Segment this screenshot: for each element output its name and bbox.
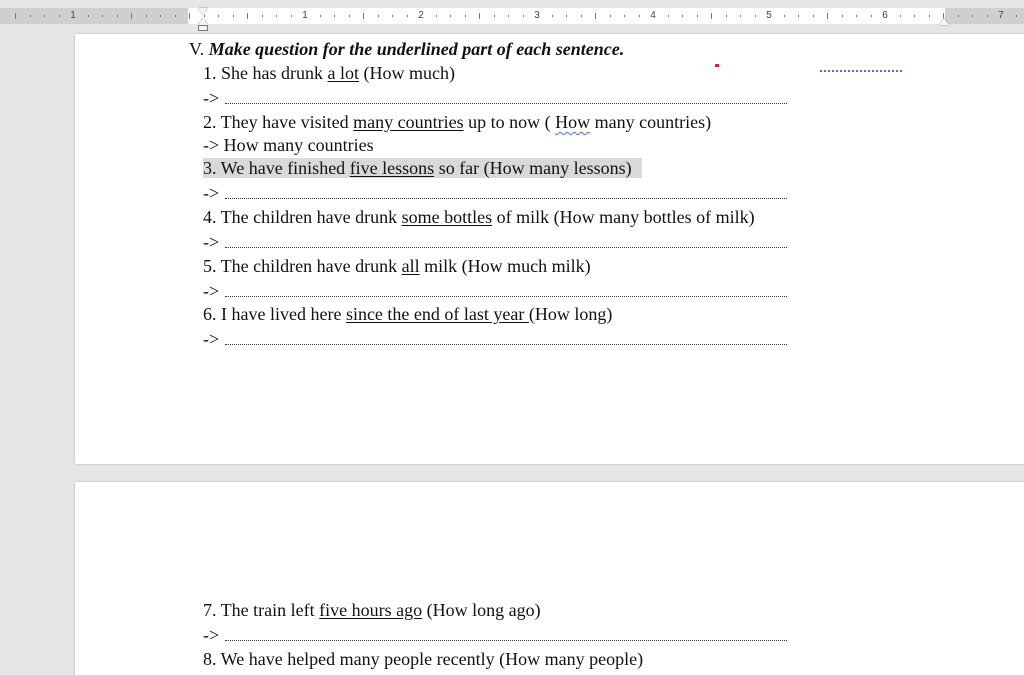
underlined-part: five hours ago — [319, 600, 423, 620]
ruler-tick — [320, 15, 321, 17]
ruler-tick — [900, 15, 901, 17]
ruler-label: 2 — [418, 10, 424, 21]
question-text: 6. I have lived here — [203, 304, 346, 324]
ruler-tick — [929, 15, 930, 17]
question-text: 8. We have helped many people recently (How many people) — [203, 649, 644, 669]
question-text: 2. They have visited — [203, 112, 354, 132]
ruler-tick — [682, 15, 683, 17]
spelling-mark — [715, 64, 719, 67]
ruler-tick — [624, 15, 625, 17]
ruler-tick — [784, 15, 785, 17]
ruler-tick — [117, 15, 118, 17]
underlined-part: a lot — [327, 63, 359, 83]
ruler-tick — [639, 15, 640, 17]
question-hint: of milk (How many bottles of milk) — [492, 207, 755, 227]
answer-arrow: -> — [203, 183, 220, 203]
ruler-tick — [972, 15, 973, 17]
answer-blank[interactable] — [225, 239, 787, 248]
left-indent-marker[interactable] — [198, 25, 208, 31]
ruler-tick — [262, 15, 263, 17]
document-page-1[interactable] — [75, 34, 1024, 464]
ruler-tick — [349, 15, 350, 17]
ruler-tick — [508, 15, 509, 17]
ruler-tick — [494, 15, 495, 17]
ruler-tick — [479, 13, 480, 19]
ruler-tick — [378, 15, 379, 17]
ruler-tick — [1016, 15, 1017, 17]
ruler-tick — [247, 13, 248, 19]
ruler-tick — [856, 15, 857, 17]
ruler-tick — [131, 13, 132, 19]
exercise-heading[interactable] — [189, 38, 624, 60]
underlined-part: some bottles — [401, 207, 493, 227]
ruler-tick — [465, 15, 466, 17]
question-8[interactable] — [203, 648, 643, 670]
ruler-label: 5 — [766, 10, 772, 21]
ruler-tick — [189, 13, 190, 19]
question-text: 3. We have finished — [203, 158, 350, 178]
answer-line-4[interactable] — [203, 231, 787, 253]
ruler-tick — [334, 15, 335, 17]
answer-text: How many countries — [223, 135, 374, 155]
ruler-tick — [523, 15, 524, 17]
ruler-tick — [755, 15, 756, 17]
grammar-flagged-word: How — [555, 112, 591, 132]
ruler-tick — [59, 15, 60, 17]
ruler-tick — [175, 15, 176, 17]
ruler-tick — [146, 15, 147, 17]
question-hint: milk (How much milk) — [419, 256, 591, 276]
ruler-label: 1 — [70, 10, 76, 21]
question-hint: (How long ago) — [422, 600, 541, 620]
ruler-tick — [218, 15, 219, 17]
question-1[interactable] — [203, 62, 455, 84]
ruler-tick — [552, 15, 553, 17]
ruler-tick — [726, 15, 727, 17]
question-text: 1. She has drunk — [203, 63, 328, 83]
underlined-part: many countries — [353, 112, 464, 132]
right-indent-marker[interactable] — [939, 18, 949, 25]
answer-blank[interactable] — [225, 288, 787, 297]
answer-arrow: -> — [203, 329, 220, 349]
ruler-tick — [610, 15, 611, 17]
answer-arrow: -> — [203, 88, 220, 108]
answer-blank[interactable] — [225, 190, 787, 199]
answer-arrow: -> — [203, 232, 220, 252]
question-5[interactable] — [203, 255, 591, 277]
answer-blank[interactable] — [225, 336, 787, 345]
ruler-label: 1 — [302, 10, 308, 21]
answer-blank[interactable] — [225, 632, 787, 641]
ruler-tick — [798, 15, 799, 17]
ruler-tick — [291, 15, 292, 17]
answer-arrow: -> — [203, 625, 220, 645]
ruler-tick — [697, 15, 698, 17]
ruler-tick — [436, 15, 437, 17]
horizontal-ruler[interactable] — [0, 0, 1024, 34]
answer-arrow: -> — [203, 281, 220, 301]
underlined-part: five lessons — [349, 158, 435, 178]
ruler-tick — [914, 15, 915, 17]
answer-line-5[interactable] — [203, 280, 787, 302]
first-line-indent-marker[interactable] — [198, 8, 208, 15]
ruler-tick — [813, 15, 814, 17]
ruler-tick — [30, 15, 31, 17]
ruler-tick — [581, 15, 582, 17]
ruler-tick — [987, 15, 988, 17]
ruler-tick — [363, 13, 364, 19]
answer-arrow: -> — [203, 135, 220, 155]
question-2[interactable] — [203, 111, 711, 133]
question-4[interactable] — [203, 206, 755, 228]
ruler-tick — [88, 15, 89, 17]
ruler-tick — [450, 15, 451, 17]
ruler-tick — [566, 15, 567, 17]
question-text: 7. The train left — [203, 600, 320, 620]
question-text: 5. The children have drunk — [203, 256, 402, 276]
ruler-tick — [668, 15, 669, 17]
hanging-indent-marker[interactable] — [198, 18, 208, 25]
document-page-2[interactable] — [75, 482, 1024, 675]
answer-line-6[interactable] — [203, 328, 787, 350]
answer-blank[interactable] — [225, 95, 787, 104]
ruler-tick — [958, 15, 959, 17]
question-hint: many countries) — [590, 112, 712, 132]
question-text-mid: up to now ( — [463, 112, 556, 132]
underlined-part: all — [401, 256, 420, 276]
ruler-tick — [827, 13, 828, 19]
answer-line-3[interactable] — [203, 182, 787, 204]
ruler-tick — [15, 13, 16, 19]
ruler-tick — [595, 13, 596, 19]
ruler-label: 3 — [534, 10, 540, 21]
ruler-tick — [740, 15, 741, 17]
answer-line-1[interactable] — [203, 87, 787, 109]
answer-line-2[interactable] — [203, 134, 374, 156]
highlighted-selection — [203, 158, 642, 178]
ruler-tick — [392, 15, 393, 17]
ruler-tick — [204, 15, 205, 17]
heading-text: Make question for the underlined part of each sentence. — [208, 39, 625, 59]
heading-prefix: V. — [189, 39, 209, 59]
ruler-tick — [711, 13, 712, 19]
ruler-tick — [160, 15, 161, 17]
question-hint: so far (How many lessons) — [434, 158, 632, 178]
question-hint: (How much) — [359, 63, 455, 83]
ruler-label: 4 — [650, 10, 656, 21]
ruler-tick — [276, 15, 277, 17]
question-3[interactable] — [203, 157, 642, 179]
ruler-tick — [842, 15, 843, 17]
ruler-tick — [407, 15, 408, 17]
question-hint: (How long) — [528, 304, 613, 324]
spelling-squiggle — [820, 67, 902, 72]
question-7[interactable] — [203, 599, 541, 621]
question-6[interactable] — [203, 303, 612, 325]
ruler-label: 7 — [998, 10, 1004, 21]
answer-line-7[interactable] — [203, 624, 787, 646]
ruler-tick — [233, 15, 234, 17]
question-text: 4. The children have drunk — [203, 207, 402, 227]
ruler-tick — [44, 15, 45, 17]
underlined-part: since the end of last year — [345, 304, 529, 324]
ruler-tick — [102, 15, 103, 17]
ruler-label: 6 — [882, 10, 888, 21]
ruler-tick — [871, 15, 872, 17]
